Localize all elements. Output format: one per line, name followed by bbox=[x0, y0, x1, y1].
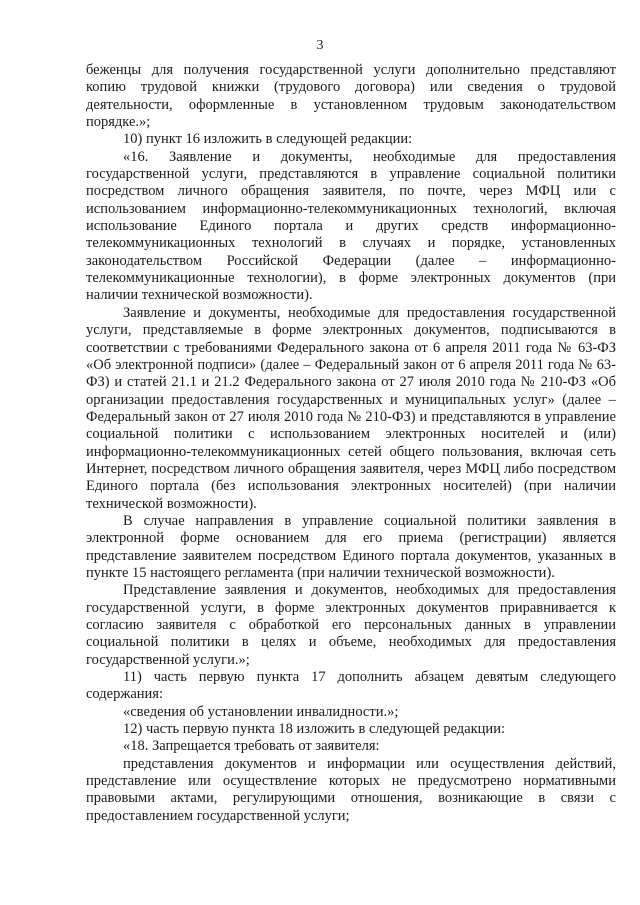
paragraph: беженцы для получения государственной услуги дополнительно представляют копию трудовой книжки (трудового договора) или сведения о трудовой деятельности, оформленные в установленном трудовым законодательством порядке.»; bbox=[86, 62, 616, 131]
paragraph: представления документов и информации или осуществления действий, представление или осуществление которых не предусмотрено нормативными правовыми актами, регулирующими отношения, возникающие в связи с предоставлением государственной услуги; bbox=[86, 755, 616, 824]
paragraph: «16. Заявление и документы, необходимые для предоставления государственной услуги, представляются в управление социальной политики посредством личного обращения заявителя, по почте, через МФЦ или с использованием информационно-телекоммуникационных технологий, включая использование Единого портала и других средств информационно-телекоммуникационных технологий в случаях и порядке, установленных законодательством Российской Федерации (далее – информационно-телекоммуникационные технологии), в форме электронных документов (при наличии технической возможности). bbox=[86, 148, 616, 304]
page-number: 3 bbox=[316, 38, 324, 53]
paragraph: 11) часть первую пункта 17 дополнить абзацем девятым следующего содержания: bbox=[86, 669, 616, 703]
paragraph: Представление заявления и документов, необходимых для предоставления государственной услуги, в форме электронных документов приравнивается к согласию заявителя с обработкой его персональных данных в управлении социальной политики в целях и объеме, необходимых для предоставления государственной услуги.»; bbox=[86, 582, 616, 668]
paragraph: Заявление и документы, необходимые для предоставления государственной услуги, представляемые в форме электронных документов, подписываются в соответствии с требованиями Федерального закона от 6 апреля 2011 года № 63-ФЗ «Об электронной подписи» (далее – Федеральный закон от 6 апреля 2011 года № 63-ФЗ) и статей 21.1 и 21.2 Федерального закона от 27 июля 2010 года № 210-ФЗ «Об организации предоставления государственных и муниципальных услуг» (далее – Федеральный закон от 27 июля 2010 года № 210-ФЗ) и представляются в управление социальной политики с использованием электронных носителей и (или) информационно-телекоммуникационных сетей общего пользования, включая сеть Интернет, посредством личного обращения заявителя, через МФЦ либо посредством Единого портала (без использования электронных носителей) (при наличии технической возможности). bbox=[86, 304, 616, 512]
paragraph: В случае направления в управление социальной политики заявления в электронной форме основанием для его приема (регистрации) является представление заявителем посредством Единого портала документов, указанных в пункте 15 настоящего регламента (при наличии технической возможности). bbox=[86, 512, 616, 581]
paragraph: «сведения об установлении инвалидности.»; bbox=[123, 703, 399, 720]
paragraph: 12) часть первую пункта 18 изложить в следующей редакции: bbox=[123, 721, 505, 738]
paragraph: 10) пункт 16 изложить в следующей редакции: bbox=[123, 131, 413, 148]
document-body bbox=[86, 62, 616, 825]
paragraph: «18. Запрещается требовать от заявителя: bbox=[123, 738, 380, 755]
